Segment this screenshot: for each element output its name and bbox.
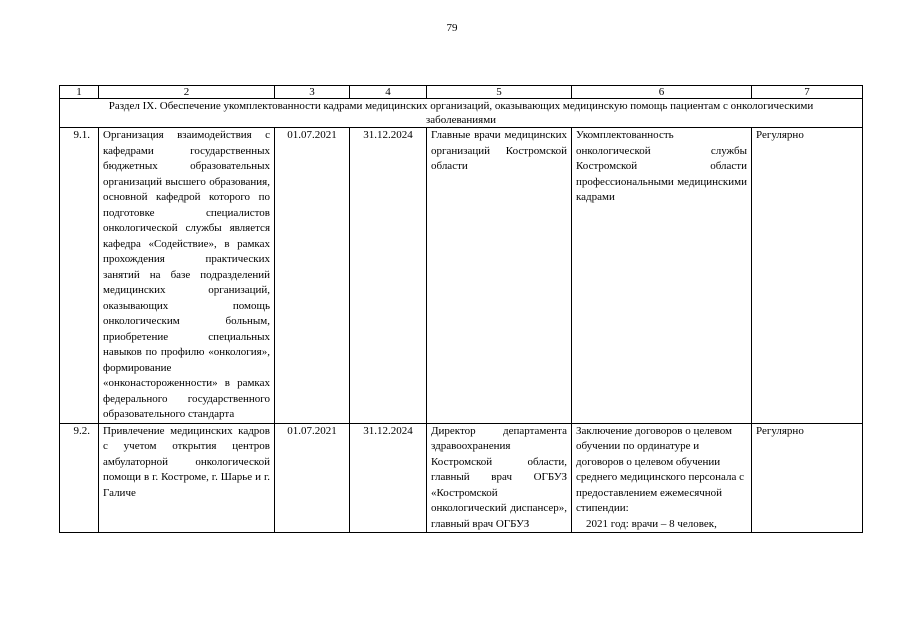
table-row <box>60 128 863 424</box>
frequency-cell: Регулярно <box>752 423 863 533</box>
column-number-6: 6 <box>572 86 752 99</box>
section-title: Раздел IX. Обеспечение укомплектованности кадрами медицинских организаций, оказывающих медицинскую помощь пациентам с онкологическими заболеваниями <box>60 99 863 128</box>
section-row <box>60 99 863 128</box>
column-number-1: 1 <box>60 86 99 99</box>
column-number-row <box>60 86 863 99</box>
responsible-cell: Директор департамента здравоохранения Костромской области, главный врач ОГБУЗ «Костромской онкологический диспансер», главный врач ОГБУЗ <box>427 423 572 533</box>
column-number-2: 2 <box>99 86 275 99</box>
column-number-5: 5 <box>427 86 572 99</box>
start-date: 01.07.2021 <box>275 423 350 533</box>
responsible-cell: Главные врачи медицинских организаций Костромской области <box>427 128 572 424</box>
start-date: 01.07.2021 <box>275 128 350 424</box>
end-date: 31.12.2024 <box>350 128 427 424</box>
row-number: 9.2. <box>60 423 99 533</box>
column-number-7: 7 <box>752 86 863 99</box>
end-date: 31.12.2024 <box>350 423 427 533</box>
result-cell: Укомплектованность онкологической службы Костромской области профессиональными медицинскими кадрами <box>572 128 752 424</box>
result-cell <box>572 423 752 533</box>
plan-table <box>59 85 863 533</box>
result-text: Заключение договоров о целевом обучении по ординатуре и договоров о целевом обучении среднего медицинского персонала с предоставлением ежемесячной стипендии: <box>576 424 744 514</box>
table-row <box>60 423 863 533</box>
activity-cell: Привлечение медицинских кадров с учетом открытия центров амбулаторной онкологической помощи в г. Костроме, г. Шарье и г. Галиче <box>99 423 275 533</box>
result-extra: 2021 год: врачи – 8 человек, <box>586 517 717 530</box>
activity-cell: Организация взаимодействия с кафедрами государственных бюджетных образовательных организаций высшего образования, основной кафедрой которого по подготовке специалистов онкологической службы является кафедра «Содействие», в рамках прохождения практических занятий на базе подразделений медицинских организаций, оказывающих помощь онкологическим больным, приобретение специальных навыков по профилю «онкология», формирование «онконастороженности» в рамках федерального государственного образовательного стандарта <box>99 128 275 424</box>
row-number: 9.1. <box>60 128 99 424</box>
frequency-cell: Регулярно <box>752 128 863 424</box>
column-number-3: 3 <box>275 86 350 99</box>
column-number-4: 4 <box>350 86 427 99</box>
page-number: 79 <box>446 22 458 34</box>
